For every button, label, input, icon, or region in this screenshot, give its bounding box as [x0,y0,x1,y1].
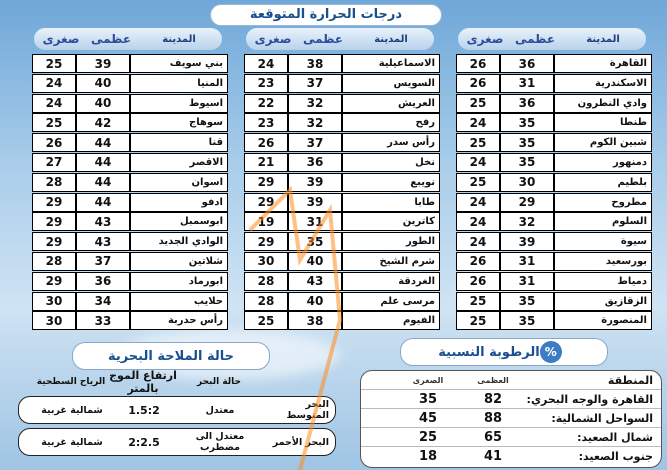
city-cell: اسيوط [130,94,228,113]
marine-row [18,396,336,424]
max-temp-cell: 44 [76,173,130,192]
marine-header-wind: الرياح السطحية [36,377,106,387]
max-temp-cell: 31 [500,74,554,93]
table-row [240,74,440,93]
min-temp-cell: 25 [456,133,500,152]
page-title: درجات الحرارة المتوقعة [210,4,442,26]
max-temp-cell: 39 [500,232,554,251]
min-temp-cell: 27 [32,153,76,172]
max-temp-cell: 34 [76,292,130,311]
marine-wind: شمالية غربية [41,404,103,416]
table-row [452,292,652,311]
rows-container [240,54,440,330]
header-min: صغرى [254,32,292,46]
marine-header [18,369,336,395]
city-cell: كاترين [342,212,440,231]
max-temp-cell: 44 [76,153,130,172]
city-cell: طنطا [554,113,652,132]
city-cell: الغردقة [342,272,440,291]
min-temp-cell: 24 [32,94,76,113]
city-cell: مطروح [554,193,652,212]
marine-sea: البحر الأحمر [272,436,329,448]
table-row [240,232,440,251]
min-temp-cell: 24 [32,74,76,93]
city-cell: رفح [342,113,440,132]
max-temp-cell: 40 [76,74,130,93]
marine-wave: 2:2.5 [128,435,160,449]
max-temp-cell: 36 [76,272,130,291]
humidity-row [361,389,661,408]
city-cell: الزقازيق [554,292,652,311]
table-row [28,153,228,172]
table-row [240,173,440,192]
marine-sea: البحر المتوسط [286,399,329,421]
header-city: المدينة [374,33,408,45]
table-row [28,173,228,192]
humidity-min: 18 [418,448,438,464]
table-row [28,212,228,231]
min-temp-cell: 24 [456,113,500,132]
city-cell: قنا [130,133,228,152]
table-row [240,133,440,152]
humidity-panel [360,370,662,468]
max-temp-cell: 37 [288,74,342,93]
min-temp-cell: 29 [244,193,288,212]
min-temp-cell: 23 [244,113,288,132]
humidity-header-min: الصغرى [412,375,444,385]
humidity-row [361,408,661,427]
humidity-region: شمال الصعيد: [577,430,653,444]
table-row [28,252,228,271]
header-max: عظمى [514,32,556,46]
table-row [452,173,652,192]
humidity-title: الرطوبة النسبية [438,344,540,360]
city-cell: طابا [342,193,440,212]
table-row [28,133,228,152]
city-cell: رأس حدربة [130,311,228,330]
humidity-region: السواحل الشمالية: [551,411,653,425]
city-cell: بلطيم [554,173,652,192]
table-row [28,74,228,93]
temperature-group-right [452,28,652,331]
humidity-title-pill [400,338,608,366]
max-temp-cell: 36 [500,94,554,113]
city-cell: بني سويف [130,54,228,73]
header-max: عظمى [90,32,132,46]
max-temp-cell: 40 [76,94,130,113]
city-cell: الطور [342,232,440,251]
city-cell: الاسماعيلية [342,54,440,73]
max-temp-cell: 42 [76,113,130,132]
max-temp-cell: 43 [76,232,130,251]
max-temp-cell: 32 [288,113,342,132]
max-temp-cell: 35 [500,292,554,311]
max-temp-cell: 44 [76,193,130,212]
min-temp-cell: 25 [32,113,76,132]
humidity-header [361,371,661,389]
city-cell: الاقصر [130,153,228,172]
max-temp-cell: 39 [288,193,342,212]
table-row [28,113,228,132]
min-temp-cell: 25 [456,94,500,113]
table-row [240,212,440,231]
city-cell: سوهاج [130,113,228,132]
min-temp-cell: 29 [32,212,76,231]
min-temp-cell: 23 [244,74,288,93]
header-max: عظمى [302,32,344,46]
min-temp-cell: 25 [456,311,500,330]
header-min: صغرى [42,32,80,46]
max-temp-cell: 40 [288,252,342,271]
min-temp-cell: 30 [244,252,288,271]
table-row [28,193,228,212]
city-cell: حلايب [130,292,228,311]
table-row [452,133,652,152]
min-temp-cell: 28 [244,292,288,311]
max-temp-cell: 39 [288,173,342,192]
humidity-min: 35 [418,391,438,407]
humidity-region: جنوب الصعيد: [578,449,653,463]
max-temp-cell: 36 [288,153,342,172]
city-cell: دمياط [554,272,652,291]
table-row [452,232,652,251]
max-temp-cell: 31 [500,272,554,291]
min-temp-cell: 21 [244,153,288,172]
min-temp-cell: 28 [244,272,288,291]
temperature-group-left [28,28,228,331]
city-cell: بورسعيد [554,252,652,271]
city-cell: شرم الشيخ [342,252,440,271]
table-row [452,54,652,73]
min-temp-cell: 29 [32,272,76,291]
table-row [452,74,652,93]
city-cell: الفيوم [342,311,440,330]
marine-panel [18,369,336,464]
max-temp-cell: 31 [500,252,554,271]
max-temp-cell: 35 [500,113,554,132]
max-temp-cell: 35 [500,153,554,172]
table-row [28,54,228,73]
marine-state: معتدل الى مضطرب [195,431,245,453]
city-cell: وادي النطرون [554,94,652,113]
humidity-max: 65 [483,429,503,445]
percent-drop-icon: % [540,341,562,363]
max-temp-cell: 38 [288,311,342,330]
max-temp-cell: 37 [288,133,342,152]
min-temp-cell: 24 [456,193,500,212]
header-city: المدينة [586,33,620,45]
min-temp-cell: 29 [32,232,76,251]
table-row [240,292,440,311]
city-cell: الوادي الجديد [130,232,228,251]
city-cell: اسوان [130,173,228,192]
table-row [240,94,440,113]
rows-container [28,54,228,330]
min-temp-cell: 25 [244,311,288,330]
marine-header-state: حالة البحر [196,377,242,387]
humidity-header-max: العظمى [477,375,509,385]
min-temp-cell: 29 [32,193,76,212]
marine-wind: شمالية غربية [41,436,103,448]
table-row [452,94,652,113]
humidity-header-region: المنطقة [607,373,653,387]
temperature-group-middle [240,28,440,331]
table-row [28,94,228,113]
city-cell: المنيا [130,74,228,93]
header-city: المدينة [162,33,196,45]
max-temp-cell: 38 [288,54,342,73]
min-temp-cell: 24 [456,232,500,251]
city-cell: مرسى علم [342,292,440,311]
max-temp-cell: 30 [500,173,554,192]
table-row [452,272,652,291]
city-cell: نخل [342,153,440,172]
marine-header-wave: ارتفاع الموج بالمتر [109,369,177,395]
min-temp-cell: 29 [244,232,288,251]
table-row [240,272,440,291]
table-row [452,311,652,330]
city-cell: ابوسمبل [130,212,228,231]
humidity-row [361,446,661,465]
max-temp-cell: 43 [76,212,130,231]
min-temp-cell: 25 [456,292,500,311]
rows-container [452,54,652,330]
city-cell: سيوة [554,232,652,251]
humidity-region: القاهرة والوجه البحري: [526,392,653,406]
table-row [240,311,440,330]
min-temp-cell: 24 [244,54,288,73]
table-row [240,54,440,73]
min-temp-cell: 25 [32,54,76,73]
humidity-min: 25 [418,429,438,445]
min-temp-cell: 30 [32,311,76,330]
table-row [452,252,652,271]
city-cell: المنصورة [554,311,652,330]
humidity-min: 45 [418,410,438,426]
table-row [240,252,440,271]
city-cell: ابورماد [130,272,228,291]
humidity-row [361,427,661,446]
table-row [240,193,440,212]
table-row [452,212,652,231]
table-row [452,153,652,172]
group-header [34,28,222,50]
min-temp-cell: 29 [244,173,288,192]
max-temp-cell: 40 [288,292,342,311]
min-temp-cell: 19 [244,212,288,231]
city-cell: السلوم [554,212,652,231]
table-row [452,113,652,132]
header-min: صغرى [466,32,504,46]
max-temp-cell: 35 [288,232,342,251]
marine-row [18,428,336,456]
min-temp-cell: 25 [456,173,500,192]
city-cell: القاهرة [554,54,652,73]
marine-state: معتدل [205,404,235,416]
min-temp-cell: 28 [32,252,76,271]
min-temp-cell: 26 [456,272,500,291]
humidity-max: 82 [483,391,503,407]
max-temp-cell: 31 [288,212,342,231]
humidity-max: 88 [483,410,503,426]
max-temp-cell: 32 [500,212,554,231]
min-temp-cell: 26 [456,252,500,271]
table-row [240,113,440,132]
min-temp-cell: 30 [32,292,76,311]
city-cell: الاسكندرية [554,74,652,93]
max-temp-cell: 37 [76,252,130,271]
min-temp-cell: 22 [244,94,288,113]
group-header [458,28,646,50]
city-cell: شلاتين [130,252,228,271]
max-temp-cell: 43 [288,272,342,291]
table-row [28,311,228,330]
min-temp-cell: 26 [456,74,500,93]
table-row [28,272,228,291]
city-cell: ادفو [130,193,228,212]
max-temp-cell: 35 [500,311,554,330]
city-cell: دمنهور [554,153,652,172]
humidity-max: 41 [483,448,503,464]
city-cell: شبين الكوم [554,133,652,152]
max-temp-cell: 36 [500,54,554,73]
max-temp-cell: 33 [76,311,130,330]
max-temp-cell: 32 [288,94,342,113]
table-row [28,292,228,311]
min-temp-cell: 26 [244,133,288,152]
city-cell: السويس [342,74,440,93]
max-temp-cell: 44 [76,133,130,152]
table-row [240,153,440,172]
group-header [246,28,434,50]
table-row [452,193,652,212]
min-temp-cell: 26 [456,54,500,73]
min-temp-cell: 26 [32,133,76,152]
table-row [28,232,228,251]
city-cell: العريش [342,94,440,113]
min-temp-cell: 28 [32,173,76,192]
marine-wave: 1.5:2 [128,403,160,417]
marine-title: حالة الملاحة البحرية [72,342,270,370]
city-cell: نويبع [342,173,440,192]
min-temp-cell: 24 [456,212,500,231]
max-temp-cell: 29 [500,193,554,212]
max-temp-cell: 39 [76,54,130,73]
max-temp-cell: 35 [500,133,554,152]
city-cell: رأس سدر [342,133,440,152]
min-temp-cell: 24 [456,153,500,172]
